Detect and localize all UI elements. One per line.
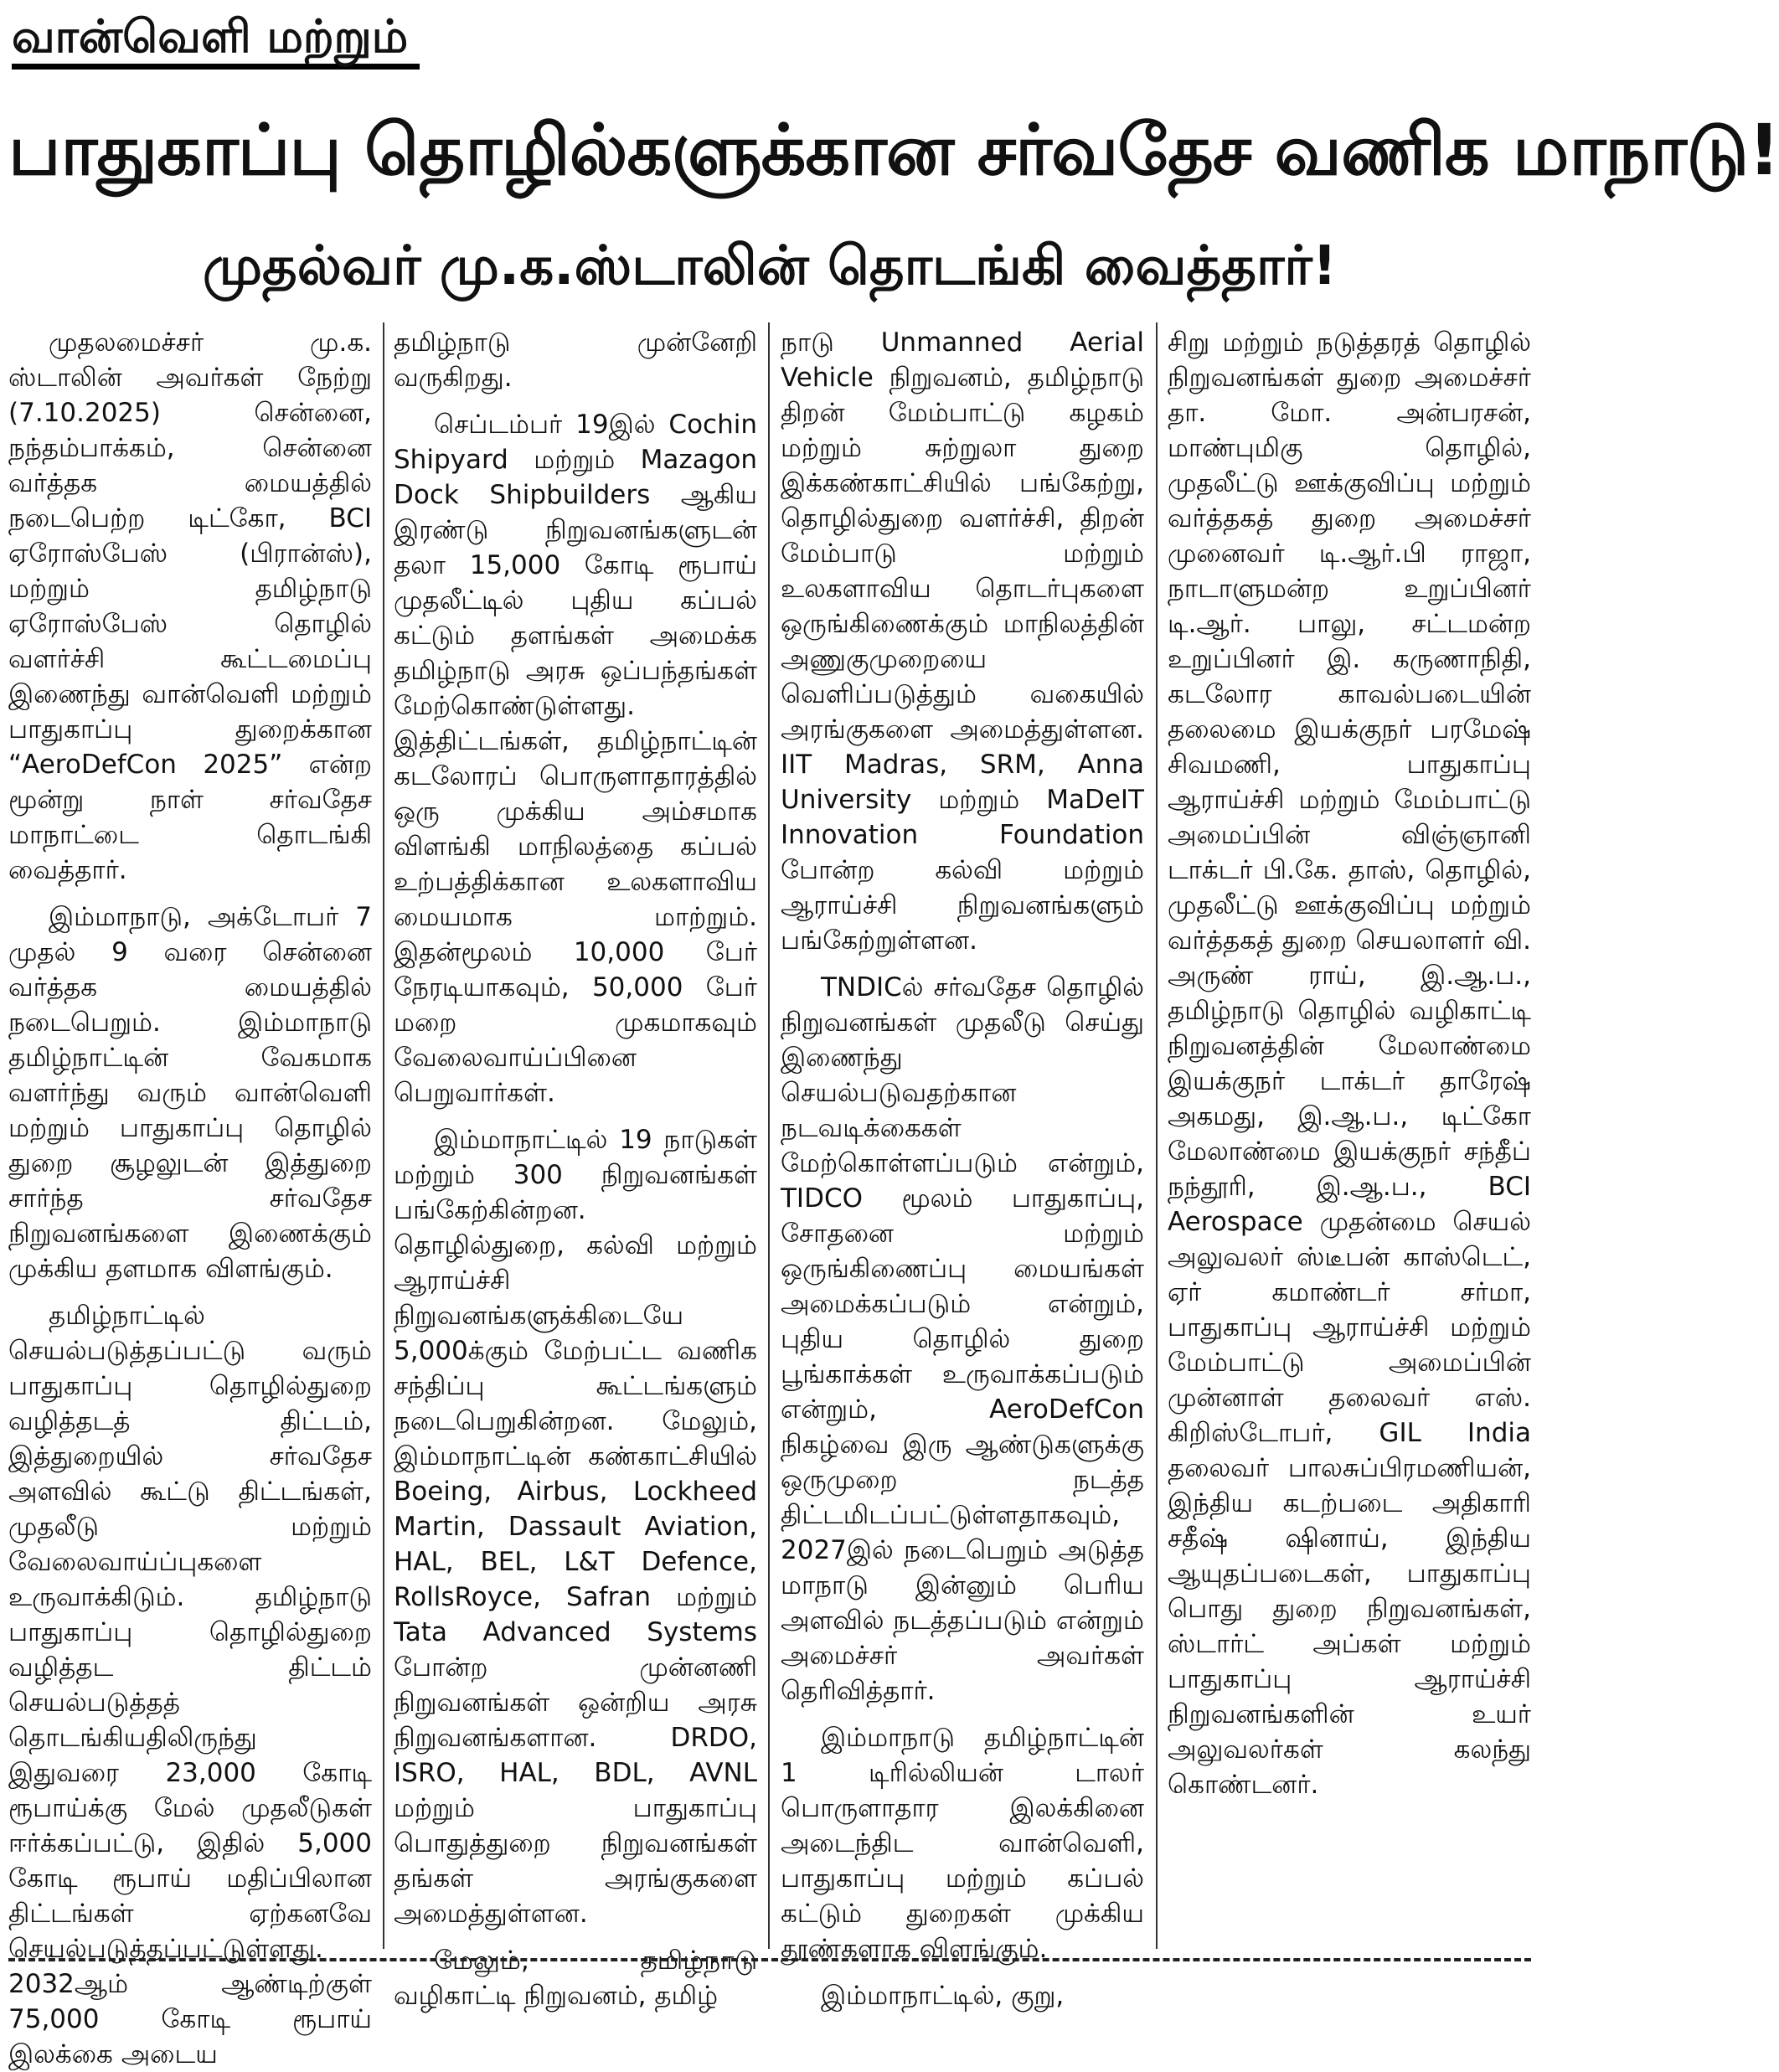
- paragraph: இம்மாநாடு தமிழ்நாட்டின் 1 டிரில்லியன் டாலர் பொருளாதார இலக்கினை அடைந்திட வான்வெளி, பாதுகாப்பு மற்றும் கப்பல் கட்டும் துறைகள் முக்கிய தூண்களாக விளங்கும்.: [781, 1723, 1144, 1964]
- paragraph: இம்மாநாடு, அக்டோபர் 7 முதல் 9 வரை சென்னை வர்த்தக மையத்தில் நடைபெறும். இம்மாநாடு தமிழ்நாட்டின் வேகமாக வளர்ந்து வரும் வான்வெளி மற்றும் பாதுகாப்பு தொழில் துறை சூழலுடன் இத்துறை சார்ந்த சர்வதேச நிறுவனங்களை இணைக்கும் முக்கிய தளமாக விளங்கும்.: [8, 902, 372, 1284]
- paragraph: தமிழ்நாடு முன்னேறி வருகிறது.: [394, 327, 757, 393]
- article-column-2: [394, 325, 757, 2011]
- paragraph: TNDICல் சர்வதேச தொழில் நிறுவனங்கள் முதலீடு செய்து இணைந்து செயல்படுவதற்கான நடவடிக்கைகள் மேற்கொள்ளப்படும் என்றும், TIDCO மூலம் பாதுகாப்பு, சோதனை மற்றும் ஒருங்கிணைப்பு மையங்கள் அமைக்கப்படும் என்றும், புதிய தொழில் துறை பூங்காக்கள் உருவாக்கப்படும் என்றும், AeroDefCon நிகழ்வை இரு ஆண்டுகளுக்கு ஒருமுறை நடத்த திட்டமிடப்பட்டுள்ளதாகவும், 2027இல் நடைபெறும் அடுத்த மாநாடு இன்னும் பெரிய அளவில் நடத்தப்படும் என்றும் அமைச்சர் அவர்கள் தெரிவித்தார்.: [781, 972, 1144, 1706]
- paragraph: முதலமைச்சர் மு.க. ஸ்டாலின் அவர்கள் நேற்று (7.10.2025) சென்னை, நந்தம்பாக்கம், சென்னை வர்த்தக மையத்தில் நடைபெற்ற டிட்கோ, BCI ஏரோஸ்பேஸ் (பிரான்ஸ்), மற்றும் தமிழ்நாடு ஏரோஸ்பேஸ் தொழில் வளர்ச்சி கூட்டமைப்பு இணைந்து வான்வெளி மற்றும் பாதுகாப்பு துறைக்கான “AeroDefCon 2025” என்ற மூன்று நாள் சர்வதேச மாநாட்டை தொடங்கி வைத்தார்.: [8, 327, 372, 885]
- column-divider: [383, 322, 384, 1949]
- column-divider: [768, 322, 770, 1949]
- paragraph: தமிழ்நாட்டில் செயல்படுத்தப்பட்டு வரும் பாதுகாப்பு தொழில்துறை வழித்தடத் திட்டம், இத்துறையில் சர்வதேச அளவில் கூட்டு திட்டங்கள், முதலீடு மற்றும் வேலைவாய்ப்புகளை உருவாக்கிடும். தமிழ்நாடு பாதுகாப்பு தொழில்துறை வழித்தட திட்டம் செயல்படுத்தத் தொடங்கியதிலிருந்து இதுவரை 23,000 கோடி ரூபாய்க்கு மேல் முதலீடுகள் ஈர்க்கப்பட்டு, இதில் 5,000 கோடி ரூபாய் மதிப்பிலான திட்டங்கள் ஏற்கனவே செயல்படுத்தப்பட்டுள்ளது. 2032ஆம் ஆண்டிற்குள் 75,000 கோடி ரூபாய் இலக்கை அடைய: [8, 1301, 372, 2069]
- paragraph: சிறு மற்றும் நடுத்தரத் தொழில் நிறுவனங்கள் துறை அமைச்சர் தா. மோ. அன்பரசன், மாண்புமிகு தொழில், முதலீட்டு ஊக்குவிப்பு மற்றும் வர்த்தகத் துறை அமைச்சர் முனைவர் டி.ஆர்.பி ராஜா, நாடாளுமன்ற உறுப்பினர் டி.ஆர். பாலு, சட்டமன்ற உறுப்பினர் இ. கருணாநிதி, கடலோர காவல்படையின் தலைமை இயக்குநர் பரமேஷ் சிவமணி, பாதுகாப்பு ஆராய்ச்சி மற்றும் மேம்பாட்டு அமைப்பின் விஞ்ஞானி டாக்டர் பி.கே. தாஸ், தொழில், முதலீட்டு ஊக்குவிப்பு மற்றும் வர்த்தகத் துறை செயலாளர் வி. அருண் ராய், இ.ஆ.ப., தமிழ்நாடு தொழில் வழிகாட்டி நிறுவனத்தின் மேலாண்மை இயக்குநர் டாக்டர் தாரேஷ் அகமது, இ.ஆ.ப., டிட்கோ மேலாண்மை இயக்குநர் சந்தீப் நந்தூரி, இ.ஆ.ப., BCI Aerospace முதன்மை செயல் அலுவலர் ஸ்டீபன் காஸ்டெட், ஏர் கமாண்டர் சர்மா, பாதுகாப்பு ஆராய்ச்சி மற்றும் மேம்பாட்டு அமைப்பின் முன்னாள் தலைவர் எஸ். கிறிஸ்டோபர், GIL India தலைவர் பாலசுப்பிரமணியன், இந்திய கடற்படை அதிகாரி சதீஷ் ஷினாய், இந்திய ஆயுதப்படைகள், பாதுகாப்பு பொது துறை நிறுவனங்கள், ஸ்டார்ட் அப்கள் மற்றும் பாதுகாப்பு ஆராய்ச்சி நிறுவனங்களின் உயர் அலுவலர்கள் கலந்து கொண்டனர்.: [1168, 327, 1531, 1800]
- column-divider: [1156, 322, 1158, 1949]
- bottom-dashed-rule: [8, 1958, 1531, 1961]
- paragraph: மேலும், தமிழ்நாடு வழிகாட்டி நிறுவனம், தமிழ்: [394, 1946, 757, 2011]
- article-kicker: வான்வெளி மற்றும்: [12, 10, 420, 70]
- article-column-4: [1168, 325, 1531, 1948]
- article-column-3: [781, 325, 1144, 2011]
- paragraph: இம்மாநாட்டில் 19 நாடுகள் மற்றும் 300 நிறுவனங்கள் பங்கேற்கின்றன. தொழில்துறை, கல்வி மற்றும் ஆராய்ச்சி நிறுவனங்களுக்கிடையே 5,000க்கும் மேற்பட்ட வணிக சந்திப்பு கூட்டங்களும் நடைபெறுகின்றன. மேலும், இம்மாநாட்டின் கண்காட்சியில் Boeing, Airbus, Lockheed Martin, Dassault Aviation, HAL, BEL, L&T Defence, RollsRoyce, Safran மற்றும் Tata Advanced Systems போன்ற முன்னணி நிறுவனங்கள் ஒன்றிய அரசு நிறுவனங்களான. DRDO, ISRO, HAL, BDL, AVNL மற்றும் பாதுகாப்பு பொதுத்துறை நிறுவனங்கள் தங்கள் அரங்குகளை அமைத்துள்ளன.: [394, 1125, 757, 1929]
- article-headline: பாதுகாப்பு தொழில்களுக்கான சர்வதேச வணிக மாநாடு!: [8, 109, 1779, 191]
- article-subheadline: முதல்வர் மு.க.ஸ்டாலின் தொடங்கி வைத்தார்!: [202, 235, 1338, 297]
- paragraph: நாடு Unmanned Aerial Vehicle நிறுவனம், தமிழ்நாடு திறன் மேம்பாட்டு கழகம் மற்றும் சுற்றுலா துறை இக்கண்காட்சியில் பங்கேற்று, தொழில்துறை வளர்ச்சி, திறன் மேம்பாடு மற்றும் உலகளாவிய தொடர்புகளை ஒருங்கிணைக்கும் மாநிலத்தின் அணுகுமுறையை வெளிப்படுத்தும் வகையில் அரங்குகளை அமைத்துள்ளன. IIT Madras, SRM, Anna University மற்றும் MaDeIT Innovation Foundation போன்ற கல்வி மற்றும் ஆராய்ச்சி நிறுவனங்களும் பங்கேற்றுள்ளன.: [781, 327, 1144, 956]
- paragraph: செப்டம்பர் 19இல் Cochin Shipyard மற்றும் Mazagon Dock Shipbuilders ஆகிய இரண்டு நிறுவனங்களுடன் தலா 15,000 கோடி ரூபாய் முதலீட்டில் புதிய கப்பல் கட்டும் தளங்கள் அமைக்க தமிழ்நாடு அரசு ஒப்பந்தங்கள் மேற்கொண்டுள்ளது. இத்திட்டங்கள், தமிழ்நாட்டின் கடலோரப் பொருளாதாரத்தில் ஒரு முக்கிய அம்சமாக விளங்கி மாநிலத்தை கப்பல் உற்பத்திக்கான உலகளாவிய மையமாக மாற்றும். இதன்மூலம் 10,000 பேர் நேரடியாகவும், 50,000 பேர் மறை முகமாகவும் வேலைவாய்ப்பினை பெறுவார்கள்.: [394, 410, 757, 1108]
- article-column-1: [8, 325, 372, 2069]
- paragraph: இம்மாநாட்டில், குறு,: [821, 1981, 1065, 2011]
